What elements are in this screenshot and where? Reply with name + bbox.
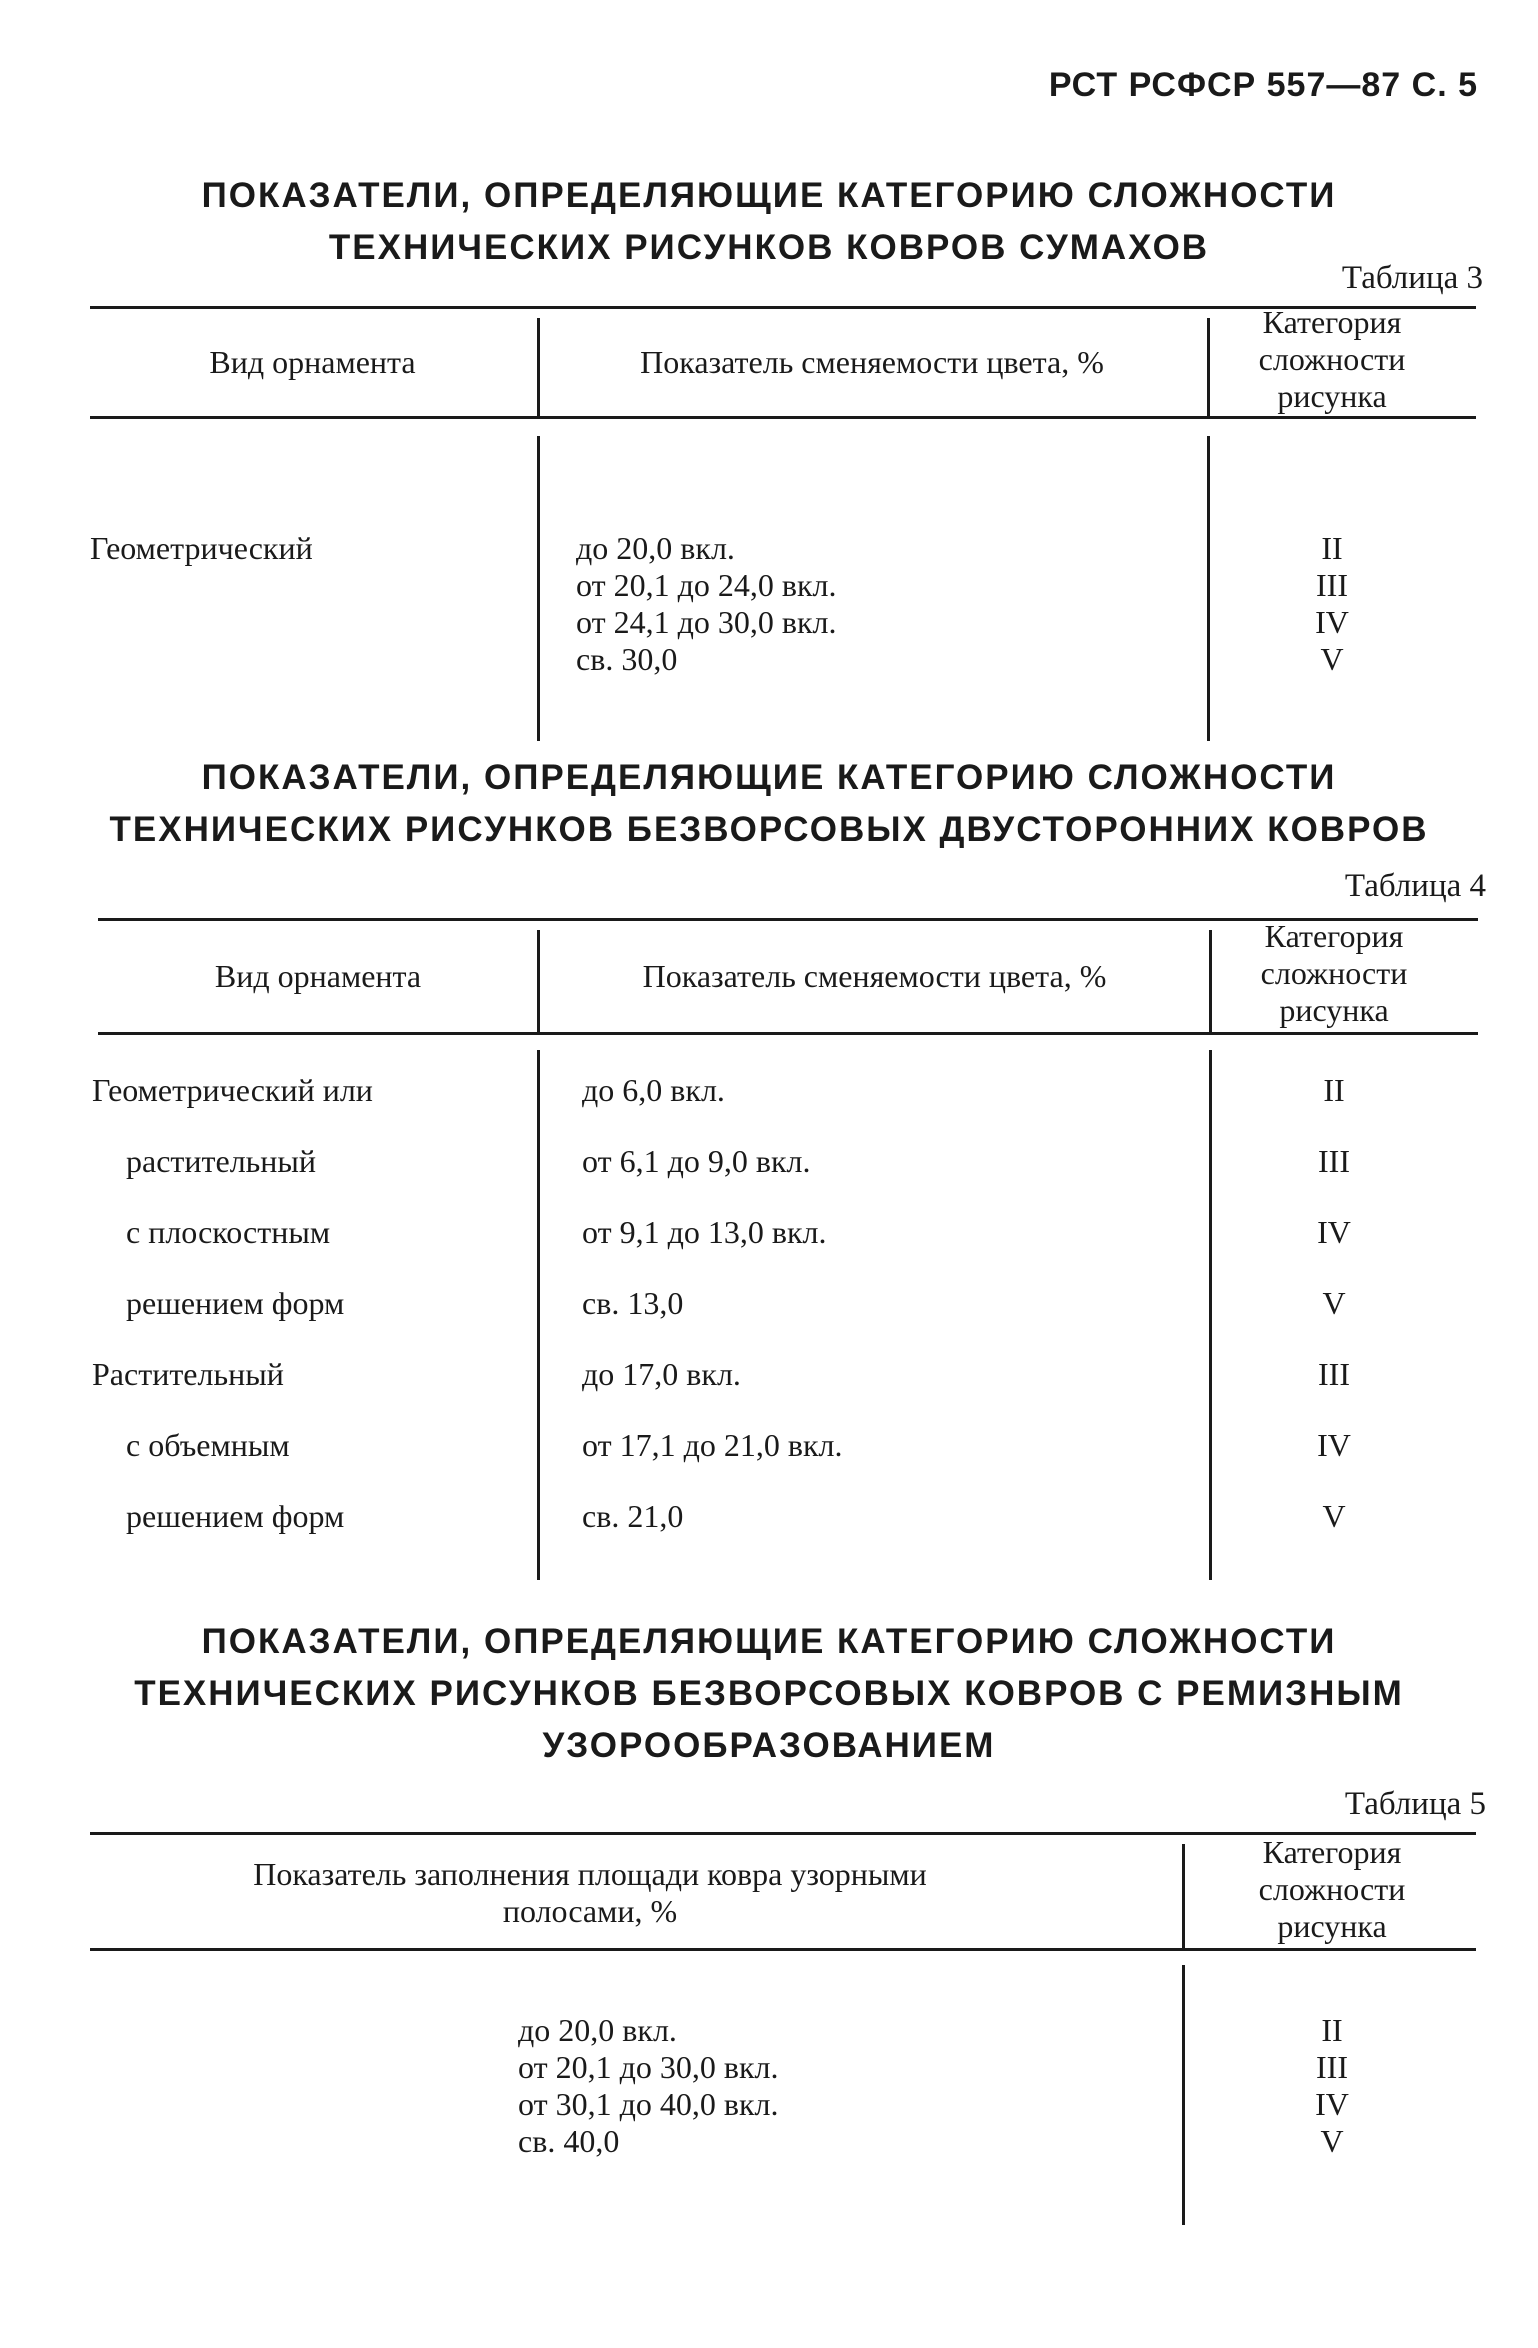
table3-title: [0, 170, 1538, 274]
table3-col-header: Категория сложности рисунка: [1258, 304, 1406, 414]
table4-ornament: решением форм: [126, 1498, 345, 1534]
table3-divider: [1207, 318, 1210, 418]
table4-category: V: [1322, 1285, 1346, 1321]
table3-category: II: [1321, 530, 1343, 566]
table3-value: св. 30,0: [576, 641, 678, 677]
table5-value: до 20,0 вкл.: [518, 2012, 677, 2048]
table3-values: [576, 530, 836, 678]
table3-divider: [537, 436, 540, 741]
table5-category: III: [1316, 2049, 1348, 2085]
table3-header-rule: [90, 416, 1476, 419]
table3-divider: [537, 318, 540, 418]
table3-category: III: [1316, 567, 1348, 603]
table5-title-line: ТЕХНИЧЕСКИХ РИСУНКОВ БЕЗВОРСОВЫХ КОВРОВ С РЕМИЗНЫМ: [134, 1674, 1404, 1713]
table4-ornament: Растительный: [92, 1356, 284, 1392]
table3-value: от 20,1 до 24,0 вкл.: [576, 567, 837, 603]
table3-category: V: [1320, 641, 1344, 677]
table4-value: от 17,1 до 21,0 вкл.: [582, 1427, 843, 1463]
table4-category: III: [1318, 1356, 1350, 1392]
table4-col-header: Показатель сменяемости цвета, %: [642, 958, 1107, 994]
table5-title-line: УЗОРООБРАЗОВАНИЕМ: [542, 1726, 996, 1765]
table4-category: II: [1323, 1072, 1345, 1108]
table4-divider: [1209, 930, 1212, 1034]
table4-ornament: с плоскостным: [126, 1214, 331, 1250]
table4-ornament: растительный: [126, 1143, 317, 1179]
table4-category: V: [1322, 1498, 1346, 1534]
table3-col-header: Вид орнамента: [209, 344, 416, 380]
table5-category: II: [1321, 2012, 1343, 2048]
table4-value: от 6,1 до 9,0 вкл.: [582, 1143, 811, 1179]
table4-ornament: решением форм: [126, 1285, 345, 1321]
table5-value: от 20,1 до 30,0 вкл.: [518, 2049, 779, 2085]
table5-title-line: ПОКАЗАТЕЛИ, ОПРЕДЕЛЯЮЩИЕ КАТЕГОРИЮ СЛОЖНОСТИ: [201, 1622, 1337, 1661]
table3-category: IV: [1315, 604, 1349, 640]
page-header: РСТ РСФСР 557—87 С. 5: [1048, 66, 1478, 104]
table5-col-header: Показатель заполнения площади ковра узорными полосами, %: [253, 1856, 927, 1929]
table5-values: [518, 2012, 778, 2160]
table4-title: [0, 752, 1538, 856]
table4-ornament: Геометрический или: [92, 1072, 373, 1108]
table4-title-line: ПОКАЗАТЕЛИ, ОПРЕДЕЛЯЮЩИЕ КАТЕГОРИЮ СЛОЖНОСТИ: [201, 758, 1337, 797]
table3-label: Таблица 3: [1341, 260, 1483, 296]
table3-title-line: ПОКАЗАТЕЛИ, ОПРЕДЕЛЯЮЩИЕ КАТЕГОРИЮ СЛОЖНОСТИ: [201, 176, 1337, 215]
table4-label: Таблица 4: [1344, 868, 1486, 904]
table4-divider: [537, 1050, 540, 1580]
table4-value: до 17,0 вкл.: [582, 1356, 741, 1392]
table4-value: от 9,1 до 13,0 вкл.: [582, 1214, 827, 1250]
table4-category: IV: [1317, 1214, 1351, 1250]
table3-value: от 24,1 до 30,0 вкл.: [576, 604, 837, 640]
table4-category: IV: [1317, 1427, 1351, 1463]
table4-ornament: с объемным: [126, 1427, 290, 1463]
table4-header-rule: [98, 1032, 1478, 1035]
table4-category: III: [1318, 1143, 1350, 1179]
table5-value: св. 40,0: [518, 2123, 620, 2159]
table5-divider: [1182, 1844, 1185, 1950]
table4-title-line: ТЕХНИЧЕСКИХ РИСУНКОВ БЕЗВОРСОВЫХ ДВУСТОРОННИХ КОВРОВ: [109, 810, 1429, 849]
table5-label: Таблица 5: [1344, 1786, 1486, 1822]
table5-divider: [1182, 1965, 1185, 2225]
table5-categories: [1232, 2012, 1432, 2160]
table4-value: св. 13,0: [582, 1285, 684, 1321]
table3-title-line: ТЕХНИЧЕСКИХ РИСУНКОВ КОВРОВ СУМАХОВ: [328, 228, 1210, 267]
table5-col-header: Категория сложности рисунка: [1258, 1834, 1406, 1944]
table4-value: до 6,0 вкл.: [582, 1072, 725, 1108]
table4-col-header: Вид орнамента: [214, 958, 422, 994]
table5-category: V: [1320, 2123, 1344, 2159]
table4-value: св. 21,0: [582, 1498, 684, 1534]
table5-header-rule: [90, 1948, 1476, 1951]
table5-title: [0, 1616, 1538, 1772]
table5-value: от 30,1 до 40,0 вкл.: [518, 2086, 779, 2122]
table3-categories: [1232, 530, 1432, 678]
table5-category: IV: [1315, 2086, 1349, 2122]
table4-col-header: Категория сложности рисунка: [1260, 918, 1408, 1028]
table3-value: до 20,0 вкл.: [576, 530, 735, 566]
table4-divider: [1209, 1050, 1212, 1580]
table3-divider: [1207, 436, 1210, 741]
table3-col-header: Показатель сменяемости цвета, %: [640, 344, 1104, 380]
table3-ornament: Геометрический: [90, 530, 313, 566]
